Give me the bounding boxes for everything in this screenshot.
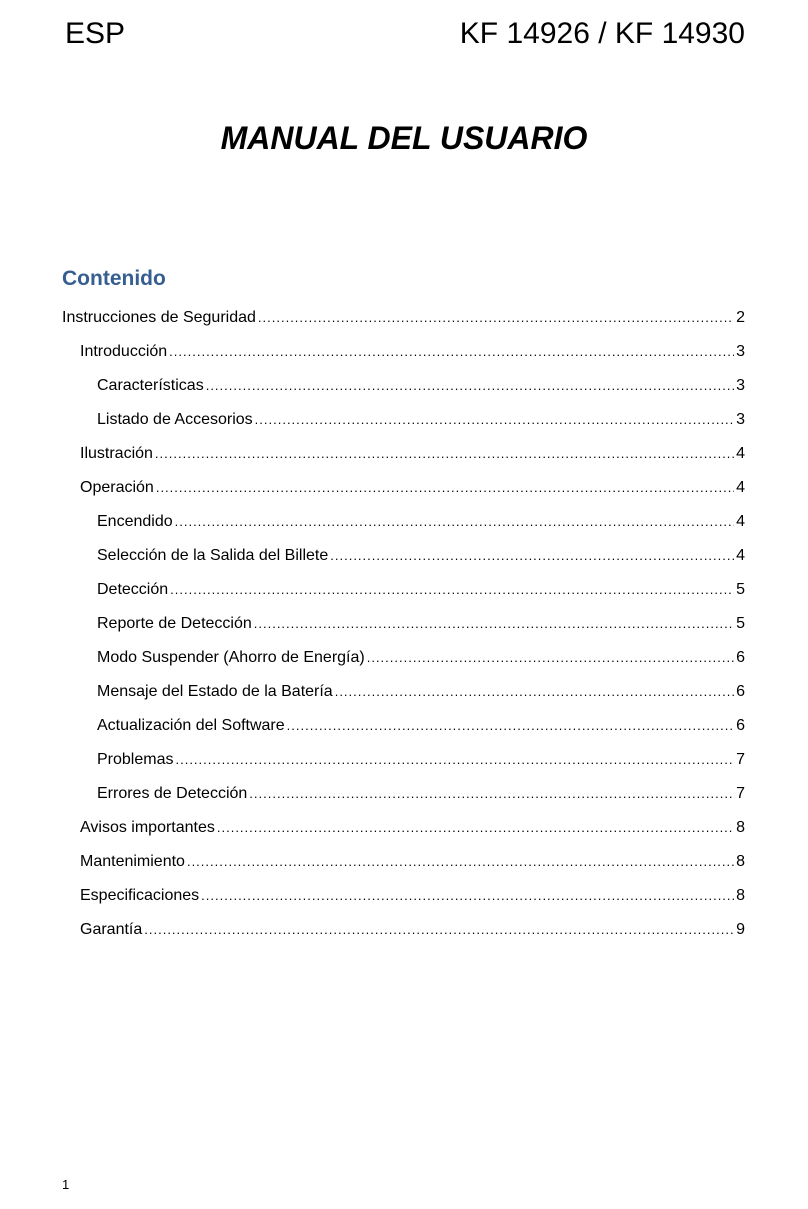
toc-entry-page: 6 [736, 717, 745, 734]
toc-entry-page: 4 [736, 479, 745, 496]
toc-entry-page: 3 [736, 343, 745, 360]
toc-dot-leader [156, 473, 734, 503]
toc-entry-page: 3 [736, 377, 745, 394]
toc-dot-leader [175, 507, 734, 537]
toc-entry[interactable] [62, 371, 745, 405]
toc-entry[interactable] [62, 711, 745, 745]
toc-entry-page: 8 [736, 853, 745, 870]
toc-entry[interactable] [62, 575, 745, 609]
toc-entry[interactable] [62, 337, 745, 371]
toc-entry[interactable] [62, 473, 745, 507]
toc-dot-leader [249, 779, 734, 809]
toc-entry-title: Encendido [97, 513, 173, 530]
toc-entry[interactable] [62, 507, 745, 541]
toc-entry-page: 2 [736, 309, 745, 326]
toc-entry[interactable] [62, 643, 745, 677]
toc-entry[interactable] [62, 779, 745, 813]
toc-entry[interactable] [62, 881, 745, 915]
toc-entry-title: Detección [97, 581, 169, 598]
toc-entry-title: Listado de Accesorios [97, 411, 253, 428]
page-number: 1 [62, 1177, 70, 1192]
toc-entry-page: 4 [736, 445, 745, 462]
toc-entry-page: 3 [736, 411, 745, 428]
toc-dot-leader [254, 609, 734, 639]
toc-dot-leader [287, 711, 734, 741]
table-of-contents [62, 303, 745, 949]
toc-entry-title: Selección de la Salida del Billete [97, 547, 329, 564]
toc-entry-title: Introducción [80, 343, 168, 360]
toc-dot-leader [206, 371, 734, 401]
toc-entry-title: Avisos importantes [80, 819, 215, 836]
toc-entry-page: 4 [736, 513, 745, 530]
toc-entry-title: Mensaje del Estado de la Batería [97, 683, 333, 700]
toc-dot-leader [255, 405, 734, 435]
toc-dot-leader [155, 439, 734, 469]
toc-dot-leader [335, 677, 734, 707]
toc-entry-title: Garantía [80, 921, 143, 938]
toc-entry-title: Operación [80, 479, 154, 496]
toc-entry-title: Especificaciones [80, 887, 200, 904]
toc-entry-page: 6 [736, 649, 745, 666]
toc-entry[interactable] [62, 541, 745, 575]
toc-entry-page: 8 [736, 819, 745, 836]
toc-dot-leader [144, 915, 734, 945]
toc-entry-page: 8 [736, 887, 745, 904]
toc-dot-leader [217, 813, 734, 843]
toc-dot-leader [330, 541, 734, 571]
toc-dot-leader [175, 745, 734, 775]
header-models: KF 14926 / KF 14930 [459, 17, 745, 50]
toc-entry[interactable] [62, 813, 745, 847]
toc-dot-leader [201, 881, 734, 911]
toc-entry[interactable] [62, 677, 745, 711]
toc-dot-leader [367, 643, 734, 673]
toc-entry-page: 5 [736, 615, 745, 632]
document-title: MANUAL DEL USUARIO [220, 120, 588, 156]
toc-entry-page: 7 [736, 751, 745, 768]
toc-entry-title: Actualización del Software [97, 717, 285, 734]
toc-entry[interactable] [62, 847, 745, 881]
toc-entry[interactable] [62, 745, 745, 779]
toc-entry-page: 5 [736, 581, 745, 598]
toc-entry-page: 7 [736, 785, 745, 802]
toc-dot-leader [170, 575, 734, 605]
toc-dot-leader [187, 847, 734, 877]
toc-entry[interactable] [62, 303, 745, 337]
toc-entry-page: 6 [736, 683, 745, 700]
toc-entry-title: Reporte de Detección [97, 615, 252, 632]
toc-entry-title: Modo Suspender (Ahorro de Energía) [97, 649, 365, 666]
toc-entry-title: Mantenimiento [80, 853, 185, 870]
toc-dot-leader [258, 303, 734, 333]
toc-entry-title: Problemas [97, 751, 174, 768]
toc-entry[interactable] [62, 405, 745, 439]
toc-entry-title: Características [97, 377, 204, 394]
header-language: ESP [65, 17, 126, 50]
toc-entry[interactable] [62, 915, 745, 949]
toc-entry[interactable] [62, 609, 745, 643]
toc-entry[interactable] [62, 439, 745, 473]
toc-entry-title: Ilustración [80, 445, 153, 462]
toc-entry-title: Instrucciones de Seguridad [62, 309, 256, 326]
toc-entry-page: 4 [736, 547, 745, 564]
toc-heading: Contenido [62, 267, 166, 290]
toc-entry-page: 9 [736, 921, 745, 938]
toc-entry-title: Errores de Detección [97, 785, 248, 802]
toc-dot-leader [169, 337, 734, 367]
